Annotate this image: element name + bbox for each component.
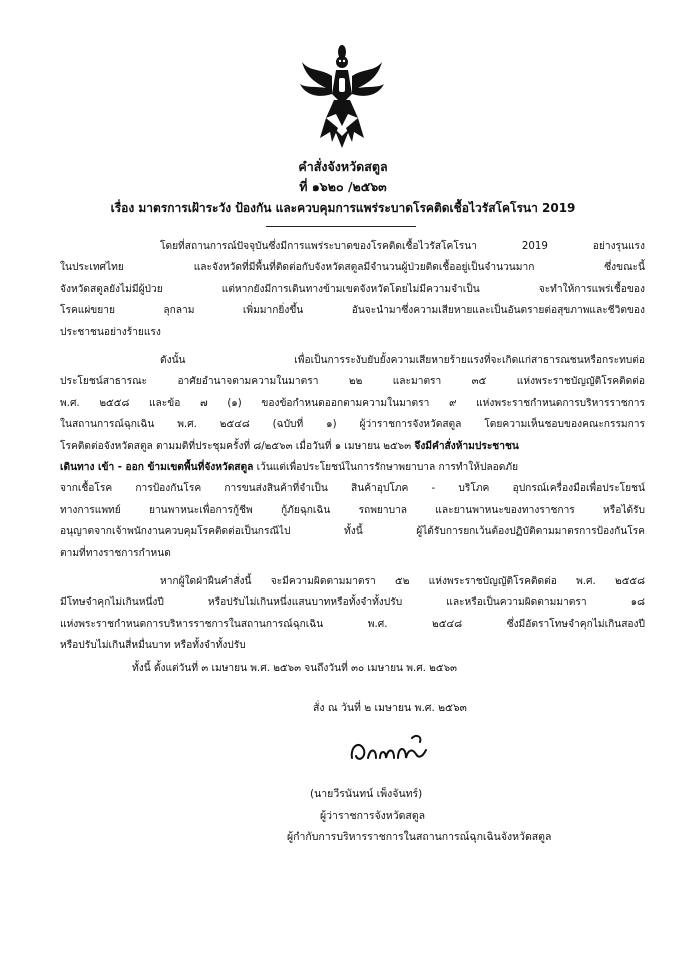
text-line: ดังนั้น เพื่อเป็นการระงับยับยั้งความเสียหายร้ายแรงที่จะเกิดแก่สาธารณชนหรือกระทบต่อ xyxy=(160,355,645,366)
text-line: มีโทษจำคุกไม่เกินหนึ่งปี หรือปรับไม่เกินหนึ่งแสนบาทหรือทั้งจำทั้งปรับ และหรือเป็นความผิดตามมาตรา ๑๘ xyxy=(60,597,645,609)
signer-name: (นายวีรนันทน์ เพ็งจันทร์) xyxy=(310,788,423,800)
signer-position: ผู้ว่าราชการจังหวัดสตูล xyxy=(320,810,426,822)
header-divider xyxy=(266,226,416,227)
order-emphasis: เดินทาง เข้า - ออก ข้ามเขตพื้นที่จังหวัดสตูล xyxy=(60,462,254,474)
order-number: ที่ ๑๖๒๐ /๒๕๖๓ xyxy=(299,179,387,194)
order-title: คำสั่งจังหวัดสตูล xyxy=(298,159,388,174)
text-line: ในประเทศไทย และจังหวัดที่มีพื้นที่ติดต่อกับจังหวัดสตูลมีจำนวนผู้ป่วยติดเชื้ออยู่เป็นจำนวนมาก ซึ่งขณะนี้ xyxy=(60,262,645,274)
handwritten-signature xyxy=(346,728,434,772)
text-line: จังหวัดสตูลยังไม่มีผู้ป่วย แต่หากยังมีการเดินทางข้ามเขตจังหวัดโดยไม่มีความจำเป็น จะทำให้การแพร่เชื้อของ xyxy=(60,283,645,295)
order-subject: เรื่อง มาตรการเฝ้าระวัง ป้องกัน และควบคุมการแพร่ระบาดโรคติดเชื้อไวรัสโคโรนา 2019 xyxy=(110,201,576,215)
text-line: ในสถานการณ์ฉุกเฉิน พ.ศ. ๒๕๔๘ (ฉบับที่ ๑) ผู้ว่าราชการจังหวัดสตูล โดยความเห็นชอบของคณะกรรมการ xyxy=(60,419,645,431)
order-date: สั่ง ณ วันที่ ๒ เมษายน พ.ศ. ๒๕๖๓ xyxy=(313,702,467,714)
paragraph-effective-period xyxy=(60,658,645,679)
text-line xyxy=(60,457,645,478)
text-line: ตามที่ทางราชการกำหนด xyxy=(60,547,171,559)
text-line: จากเชื้อโรค การป้องกันโรค การขนส่งสินค้าที่จำเป็น สินค้าอุปโภค - บริโภค อุปกรณ์เครื่องมือเพื่อประโยชน์ xyxy=(60,483,645,495)
garuda-emblem-icon xyxy=(296,42,388,150)
paragraph-penalty xyxy=(60,571,645,657)
text-line: แห่งพระราชกำหนดการบริหารราชการในสถานการณ์ฉุกเฉิน พ.ศ. ๒๕๔๘ ซึ่งมีอัตราโทษจำคุกไม่เกินสองปี xyxy=(60,618,645,630)
text-run: เว้นแต่เพื่อประโยชน์ในการรักษาพยาบาล การทำให้ปลอดภัย xyxy=(256,462,519,474)
text-line: โดยที่สถานการณ์ปัจจุบันซึ่งมีการแพร่ระบาดของโรคติดเชื้อไวรัสโคโรนา 2019 อย่างรุนแรง xyxy=(160,241,645,252)
order-emphasis: จึงมีคำสั่งห้ามประชาชน xyxy=(414,440,519,452)
text-line xyxy=(60,436,645,457)
paragraph-background xyxy=(60,236,645,343)
text-line: ประชาชนอย่างร้ายแรง xyxy=(60,326,161,338)
text-run: โรคติดต่อจังหวัดสตูล ตามมติที่ประชุมครั้งที่ ๘/๒๕๖๓ เมื่อวันที่ ๑ เมษายน ๒๕๖๓ xyxy=(60,440,412,452)
text-line: หรือปรับไม่เกินสี่หมื่นบาท หรือทั้งจำทั้งปรับ xyxy=(60,640,246,652)
text-line: อนุญาตจากเจ้าพนักงานควบคุมโรคติดต่อเป็นกรณีไป ทั้งนี้ ผู้ได้รับการยกเว้นต้องปฏิบัติตามมาตรการป้องกันโรค xyxy=(60,526,645,538)
text-line: ทั้งนี้ ตั้งแต่วันที่ ๓ เมษายน พ.ศ. ๒๕๖๓ จนถึงวันที่ ๓๐ เมษายน พ.ศ. ๒๕๖๓ xyxy=(132,663,457,674)
signer-role: ผู้กำกับการบริหารราชการในสถานการณ์ฉุกเฉินจังหวัดสตูล xyxy=(287,831,552,843)
text-line: โรคแผ่ขยาย ลุกลาม เพิ่มมากยิ่งขึ้น อันจะนำมาซึ่งความเสียหายและเป็นอันตรายต่อสุขภาพและชีวิตของ xyxy=(60,305,645,317)
text-line: หากผู้ใดฝ่าฝืนคำสั่งนี้ จะมีความผิดตามมาตรา ๕๒ แห่งพระราชบัญญัติโรคติดต่อ พ.ศ. ๒๕๕๘ xyxy=(160,576,645,587)
text-line: พ.ศ. ๒๕๕๘ และข้อ ๗ (๑) ของข้อกำหนดออกตามความในมาตรา ๙ แห่งพระราชกำหนดการบริหารราชการ xyxy=(60,397,645,409)
text-line: ประโยชน์สาธารณะ อาศัยอำนาจตามความในมาตรา ๒๒ และมาตรา ๓๕ แห่งพระราชบัญญัติโรคติดต่อ xyxy=(60,376,645,388)
text-line: ทางการแพทย์ ยานพาหนะเพื่อการกู้ชีพ กู้ภัยฉุกเฉิน รถพยาบาล และยานพาหนะของทางราชการ หรือได้รับ xyxy=(60,504,645,516)
paragraph-order xyxy=(60,350,645,564)
